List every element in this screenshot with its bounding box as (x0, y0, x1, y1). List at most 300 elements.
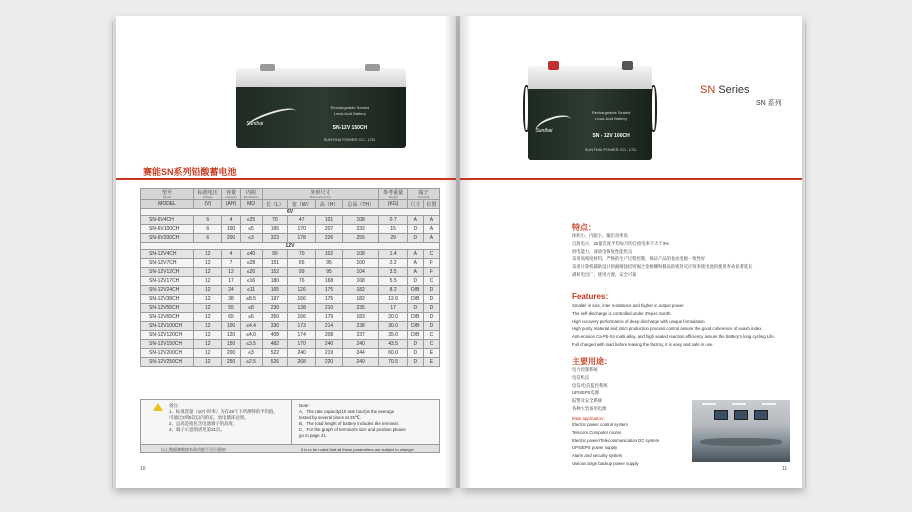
col-terminal: 端子 Terminal (407, 189, 439, 200)
table-cell: 183 (342, 313, 379, 322)
list-item: High recovery performance of deep discharge with unique formulation. (572, 318, 706, 324)
unit-cell: 宽（W） (288, 200, 316, 209)
table-row (141, 277, 440, 286)
table-cell: C (423, 340, 439, 349)
note-line: C、For the graph of terminal's size and position please (299, 427, 406, 432)
table-cell: ≤28 (240, 259, 262, 268)
table-cell: 1.4 (379, 250, 407, 259)
table-row (141, 331, 440, 340)
list-item: 电力控制系统 (572, 367, 598, 372)
table-cell: 8.2 (379, 286, 407, 295)
list-item: Electric power/Telecommunication DC system (572, 437, 660, 443)
ceiling-light (762, 403, 776, 405)
battery-label-line: Lead-Acid Battery (595, 115, 627, 121)
table-cell: 166 (288, 313, 316, 322)
list-item: 采用高纯度材料，严格的生产过程控制，保证产品的卷动电极一致性好 (572, 256, 706, 262)
table-cell: 408 (262, 331, 288, 340)
table-cell: 152 (262, 268, 288, 277)
table-cell: 100 (222, 322, 240, 331)
note-line: B、The total height of battery includes the terminal. (299, 421, 399, 426)
list-item: Full charged with load before leaving the factory, it is easy and safe in use. (572, 341, 714, 347)
table-cell: 6 (194, 234, 222, 243)
table-cell: 526 (262, 358, 288, 367)
table-cell: 330 (262, 322, 288, 331)
section-label: 12V (141, 243, 440, 250)
table-cell: A (407, 216, 423, 225)
table-cell: 255 (342, 234, 379, 243)
battery-maker: SUNTHAI POWER CO., LTD. (323, 137, 377, 143)
table-cell: 20.0 (379, 313, 407, 322)
table-body-12v (141, 243, 440, 367)
table-cell: 200 (222, 234, 240, 243)
table-cell: 29 (379, 234, 407, 243)
notes-heading: Note： (299, 403, 313, 408)
table-cell: ≤16 (240, 277, 262, 286)
col-capacity: 容量 Capacity (222, 189, 240, 200)
apps-en-list (572, 421, 659, 468)
console-desk (700, 438, 782, 446)
table-cell: 3.5 (379, 268, 407, 277)
table-row (141, 349, 440, 358)
unit-cell: 总高（TH） (342, 200, 379, 209)
table-cell: 522 (262, 349, 288, 358)
battery-label-line: Lead-Acid Battery (333, 111, 366, 117)
table-cell: A (423, 225, 439, 234)
table-row (141, 259, 440, 268)
model-cell: SN-12V24CH (141, 286, 194, 295)
table-cell: 182 (342, 286, 379, 295)
table-units-row (141, 200, 440, 209)
table-cell: 5.5 (379, 277, 407, 286)
series-subtitle: SN 系列 (756, 100, 782, 107)
table-cell: 179 (316, 313, 343, 322)
battery-terminal (622, 61, 633, 69)
table-cell: D/B (407, 331, 423, 340)
table-row (141, 250, 440, 259)
table-cell: 170 (288, 340, 316, 349)
table-row (141, 295, 440, 304)
table-cell: ≤11 (240, 286, 262, 295)
table-cell: 95 (316, 268, 343, 277)
battery-image-left (236, 68, 406, 148)
table-cell: 35.0 (379, 331, 407, 340)
battery-brand: Sunthai (535, 127, 553, 134)
series-title (700, 84, 750, 96)
table-cell: A (407, 259, 423, 268)
notes-divider (291, 400, 292, 444)
table-cell: 240 (316, 340, 343, 349)
notes-en (299, 403, 439, 439)
model-cell: SN-12V100CH (141, 322, 194, 331)
section-label: 6V (141, 209, 440, 216)
table-cell: ≤4.0 (240, 331, 262, 340)
table-cell: 12.6 (379, 295, 407, 304)
note-line: go to page 21. (299, 433, 328, 438)
table-cell: C (423, 331, 439, 340)
table-cell: 250 (222, 358, 240, 367)
table-row (141, 313, 440, 322)
table-cell: D/B (407, 313, 423, 322)
note-line: tested by several times at 25℃. (299, 415, 362, 420)
table-row (141, 322, 440, 331)
table-cell: 173 (288, 322, 316, 331)
table-cell: 12 (194, 277, 222, 286)
table-cell: 244 (342, 349, 379, 358)
table-cell: 70 (288, 250, 316, 259)
notes-footer-cn: 以上数据参数如有改动恕不另行通知！ (161, 447, 229, 452)
page-number-right: 11 (782, 466, 788, 472)
battery-label (580, 110, 642, 122)
table-cell: 12 (222, 268, 240, 277)
table-cell: 30.0 (379, 322, 407, 331)
table-cell: C (423, 250, 439, 259)
table-cell: ≤6 (240, 313, 262, 322)
table-cell: 12 (194, 340, 222, 349)
control-room-photo (692, 400, 790, 462)
table-cell: 240 (288, 349, 316, 358)
list-item: 报警及安全系统 (572, 398, 603, 404)
table-cell: 12 (194, 358, 222, 367)
table-cell: 237 (342, 331, 379, 340)
model-cell: SN-12V120CH (141, 331, 194, 340)
table-cell: 4 (222, 250, 240, 259)
list-item: 自放电小，20量氏度平均每月的自放电率不大于3% (572, 240, 669, 246)
unit-cell: (V) (194, 200, 222, 209)
battery-case (528, 89, 652, 160)
table-cell: 197 (262, 295, 288, 304)
table-cell: A (407, 268, 423, 277)
list-item: 电信/电信监控系统 (572, 382, 608, 388)
table-cell: D (423, 322, 439, 331)
unit-cell: MODEL (141, 200, 194, 209)
list-item: High purity material and strict production process control assure the good coherence of exaxh index. (572, 326, 763, 332)
list-item: The self-discharge is controlled under 3%per month. (572, 310, 672, 316)
unit-cell: 高（H） (316, 200, 343, 209)
table-cell: 175 (316, 286, 343, 295)
table-row (141, 268, 440, 277)
table-cell: 100 (342, 259, 379, 268)
table-cell: 6 (194, 225, 222, 234)
battery-model: SN-12V 150CH (332, 124, 368, 131)
table-cell: D (423, 295, 439, 304)
table-cell: 220 (316, 358, 343, 367)
model-cell: SN-6V200CH (141, 234, 194, 243)
apps-cn-list (572, 366, 608, 413)
table-cell: 76 (288, 277, 316, 286)
model-cell: SN-12V4CH (141, 250, 194, 259)
table-cell: 208 (316, 331, 343, 340)
table-cell: 126 (288, 286, 316, 295)
table-cell: 24 (222, 286, 240, 295)
table-cell: 17 (222, 277, 240, 286)
table-cell: 12 (194, 331, 222, 340)
table-cell: 2.2 (379, 259, 407, 268)
table-cell: 226 (316, 234, 343, 243)
table-cell: 232 (342, 225, 379, 234)
list-item: 电信机房 (572, 374, 590, 380)
note-line: 2、总高是指包含电池端子的高度。 (169, 421, 238, 426)
list-item: Electric power control system (572, 422, 628, 427)
table-cell: ≤3 (240, 234, 262, 243)
table-cell: 12 (194, 268, 222, 277)
battery-lid (236, 68, 406, 89)
list-item: Anti-erosion Ca-Pb-Sn multi-alloy, and high sealed reaction efficiency assure the battery's long cycling Life. (572, 334, 775, 340)
table-cell: 219 (316, 349, 343, 358)
unit-cell: 长（L） (262, 200, 288, 209)
table-cell: 240 (342, 340, 379, 349)
model-cell: SN-12V65CH (141, 313, 194, 322)
list-item: 体积小，内阻小，输出功率高 (572, 233, 628, 238)
battery-terminal (548, 61, 559, 69)
model-cell: SN-6V100CH (141, 225, 194, 234)
table-cell: 102 (316, 250, 343, 259)
table-cell: 170 (288, 225, 316, 234)
table-cell: 101 (316, 216, 343, 225)
table-cell: ≤3.5 (240, 340, 262, 349)
table-cell: D (407, 349, 423, 358)
table-cell: 350 (262, 313, 288, 322)
battery-terminal (260, 64, 275, 71)
table-cell: E (423, 358, 439, 367)
battery-label-line: Rechargeable Sealed (330, 105, 370, 111)
table-cell: D (423, 313, 439, 322)
table-cell: D (407, 277, 423, 286)
table-cell: 43.5 (379, 340, 407, 349)
table-cell: 174 (288, 331, 316, 340)
table-cell: 12 (194, 259, 222, 268)
table-cell: 38 (222, 295, 240, 304)
table-cell: 165 (262, 286, 288, 295)
table-cell: D/B (407, 322, 423, 331)
features-cn-title: 特点： (572, 223, 596, 232)
unit-cell: (KG) (379, 200, 407, 209)
unit-cell: 位置 (423, 200, 439, 209)
battery-brand: Sunthai (246, 120, 264, 127)
table-cell: 65 (288, 259, 316, 268)
table-cell: 65 (222, 313, 240, 322)
notes-cn (169, 403, 291, 433)
model-cell: SN-12V250CH (141, 358, 194, 367)
table-cell: 182 (342, 295, 379, 304)
table-cell: 249 (342, 358, 379, 367)
table-row (141, 340, 440, 349)
battery-image-right (528, 66, 652, 160)
model-cell: SN-12V12CH (141, 268, 194, 277)
table-cell: ≤40 (240, 250, 262, 259)
model-cell: SN-12V55CH (141, 304, 194, 313)
table-cell: A (423, 234, 439, 243)
note-line: 3、端子示意图请见第21页。 (169, 427, 225, 432)
table-cell: F (423, 259, 439, 268)
battery-model: SN - 12V 100CH (592, 132, 630, 139)
table-cell: ≤8 (240, 304, 262, 313)
table-cell: 268 (288, 358, 316, 367)
unit-cell: MΩ (240, 200, 262, 209)
book-spine-shadow (444, 16, 472, 488)
battery-label (307, 105, 392, 117)
battery-label-line: Rechargeable Sealed (591, 109, 631, 115)
series-accent: SN (700, 84, 716, 96)
wall-screen (714, 410, 728, 420)
table-cell: 230 (262, 304, 288, 313)
warning-icon (153, 403, 163, 411)
features-en-title: Features: (572, 292, 609, 301)
table-cell: 108 (342, 250, 379, 259)
ceiling-light (732, 403, 746, 405)
table-cell: 108 (342, 216, 379, 225)
table-cell: 138 (288, 304, 316, 313)
wall-screen (734, 410, 748, 420)
notes-footer-en: It is to be noted that all these parameters are subject to change! (301, 447, 414, 452)
brand-swoosh (534, 112, 574, 138)
list-item: 采用计算机辅助设计的耐腐蚀铅钙锡合金板栅和极高的密封反应效率使电池的使用寿命显著延长 (572, 264, 753, 270)
table-row (141, 234, 440, 243)
table-cell: 6 (194, 216, 222, 225)
brand-swoosh (245, 104, 298, 132)
table-cell: C (423, 277, 439, 286)
table-cell: 12 (194, 349, 222, 358)
table-row (141, 286, 440, 295)
features-cn-list (572, 232, 752, 279)
col-model: 型号 Model (141, 189, 194, 200)
title-rule-left (116, 178, 456, 180)
col-weight: 参考重量 Weight (379, 189, 407, 200)
table-cell: E (423, 349, 439, 358)
table-cell: 178 (288, 234, 316, 243)
model-cell: SN-12V7CH (141, 259, 194, 268)
table-body-6v (141, 209, 440, 243)
table-cell: 323 (262, 234, 288, 243)
table-cell: 207 (316, 225, 343, 234)
list-item: UPS/EPS电源 (572, 390, 600, 396)
table-cell: A (423, 216, 439, 225)
table-cell: 99 (288, 268, 316, 277)
table-row (141, 225, 440, 234)
section-row-12v (141, 243, 440, 250)
note-line: 1、标准容量（10小时率）为在25℃下所测得的平均值， (169, 409, 278, 414)
unit-cell: (AH) (222, 200, 240, 209)
table-cell: 100 (222, 225, 240, 234)
table-cell: 12 (194, 304, 222, 313)
table-row (141, 358, 440, 367)
table-cell: 104 (342, 268, 379, 277)
table-cell: F (423, 268, 439, 277)
table-cell: 15 (379, 225, 407, 234)
table-cell: 60.0 (379, 349, 407, 358)
list-item: Alarm and security system (572, 453, 623, 459)
table-cell: D (407, 234, 423, 243)
table-row (141, 216, 440, 225)
table-cell: 12 (194, 250, 222, 259)
table-cell: 12 (194, 286, 222, 295)
table-cell: D (423, 286, 439, 295)
table-cell: D (407, 358, 423, 367)
table-cell: ≤8.5 (240, 295, 262, 304)
table-cell: ≤3 (240, 349, 262, 358)
note-line: A、The rate capacity(10 rate hour)is the average (299, 409, 395, 414)
table-cell: 482 (262, 340, 288, 349)
table-cell: D (407, 340, 423, 349)
battery-terminal (365, 64, 380, 71)
table-cell: 151 (262, 259, 288, 268)
table-cell: 70.5 (379, 358, 407, 367)
table-header-row (141, 189, 440, 200)
col-voltage: 标准电压 Voltage (194, 189, 222, 200)
page-title: 赛能SN系列铅酸蓄电池 (143, 167, 237, 177)
table-cell: 17 (379, 304, 407, 313)
table-cell: ≤4.4 (240, 322, 262, 331)
table-cell: 55 (222, 304, 240, 313)
page-number-left: 10 (140, 466, 146, 472)
table-cell: 150 (222, 340, 240, 349)
table-cell: 0.7 (379, 216, 407, 225)
model-cell: SN-6V4CH (141, 216, 194, 225)
table-cell: 90 (262, 250, 288, 259)
table-cell: 7 (222, 259, 240, 268)
model-cell: SN-12V200CH (141, 349, 194, 358)
list-item: 各种大型备用电源 (572, 405, 607, 411)
model-cell: SN-12V17CH (141, 277, 194, 286)
section-row-6v (141, 209, 440, 216)
table-cell: ≤20 (240, 268, 262, 277)
table-cell: 70 (262, 216, 288, 225)
table-cell: 214 (316, 322, 343, 331)
table-cell: D (407, 225, 423, 234)
table-cell: 238 (342, 322, 379, 331)
list-item: 放电能力，深放电恢复性能优良 (572, 248, 633, 254)
table-cell: 195 (262, 225, 288, 234)
ceiling-light (702, 403, 716, 405)
battery-maker: SUNTHAI POWER CO., LTD. (584, 147, 638, 153)
list-item: Smaller in size, inter resistance and higher in output power. (572, 303, 685, 308)
table-cell: 47 (288, 216, 316, 225)
title-rule-right (460, 178, 802, 180)
note-line: 可通过3到5次以内的充、放电循环达到。 (169, 415, 249, 420)
table-cell: A (407, 250, 423, 259)
features-en-list (572, 302, 775, 349)
model-cell: SN-12V38CH (141, 295, 194, 304)
table-cell: 166 (288, 295, 316, 304)
table-cell: 12 (194, 322, 222, 331)
unit-cell: 尺寸 (407, 200, 423, 209)
list-item: UPS/EPS power supply (572, 445, 618, 451)
table-cell: 12 (194, 295, 222, 304)
table-cell: 95 (316, 259, 343, 268)
battery-lid (528, 66, 652, 90)
list-item: Telecom Computer rooms (572, 429, 622, 435)
table-cell: 168 (316, 277, 343, 286)
list-item: 满荷电出厂，使用方便，安全可靠 (572, 271, 637, 277)
table-cell: D/B (407, 286, 423, 295)
table-cell: D (423, 304, 439, 313)
notes-heading: 备注： (169, 403, 183, 408)
table-row (141, 304, 440, 313)
col-resistance: 内阻 Resistance (240, 189, 262, 200)
table-cell: 200 (222, 349, 240, 358)
series-rest: Series (715, 84, 750, 96)
notes-box (140, 399, 440, 445)
model-cell: SN-12V150CH (141, 340, 194, 349)
table-cell: 120 (222, 331, 240, 340)
notes-footer (140, 445, 440, 453)
table-cell: D (407, 304, 423, 313)
wall-screen (754, 410, 768, 420)
apps-en-title: Main application: (572, 416, 605, 421)
table-cell: ≤25 (240, 216, 262, 225)
table-cell: 235 (342, 304, 379, 313)
table-cell: 12 (194, 313, 222, 322)
battery-case (236, 87, 406, 148)
